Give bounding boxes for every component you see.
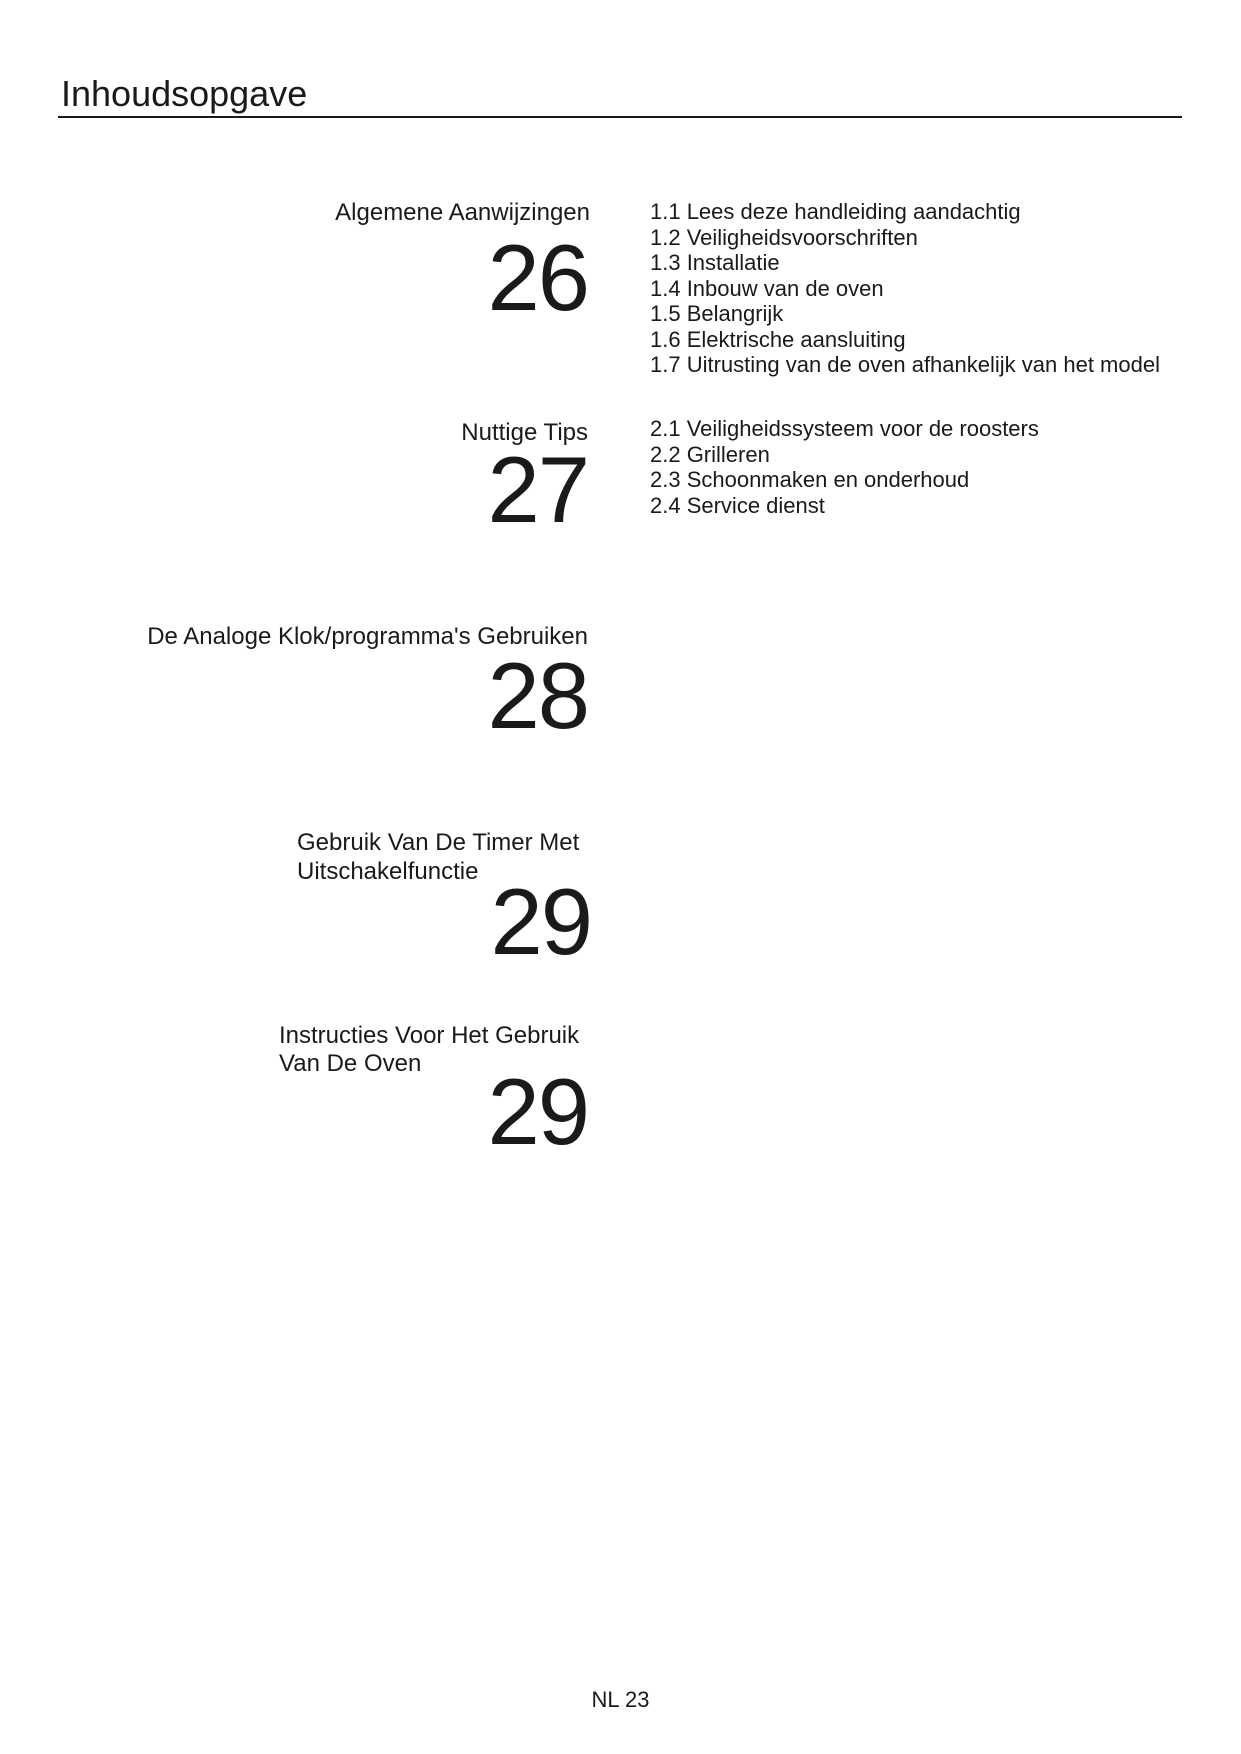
toc-section-title-nuttige-tips[interactable]: Nuttige Tips [461,419,588,446]
toc-section-title-analoge-klok[interactable]: De Analoge Klok/programma's Gebruiken [147,623,588,650]
toc-subsection-item[interactable]: 1.5 Belangrijk [650,301,784,326]
toc-subsection-item[interactable]: 2.1 Veiligheidssysteem voor de roosters [650,416,1039,441]
toc-subsection-item[interactable]: 1.1 Lees deze handleiding aandachtig [650,199,1021,224]
toc-subsection-item[interactable]: 2.4 Service dienst [650,492,825,518]
toc-section-title-algemene-aanwijzingen[interactable]: Algemene Aanwijzingen [335,199,590,226]
toc-subsection-item[interactable]: 1.7 Uitrusting van de oven afhankelijk van het model [650,352,1160,377]
toc-section-title-timer-line-2[interactable]: Uitschakelfunctie [297,858,479,885]
toc-subsection-item[interactable]: 1.4 Inbouw van de oven [650,275,884,301]
toc-section-page-number[interactable]: 29 [487,1059,588,1164]
toc-subsection-item[interactable]: 2.2 Grilleren [650,441,770,467]
toc-section-page-number[interactable]: 29 [490,869,591,974]
toc-section-page-number[interactable]: 27 [487,437,588,542]
toc-subsection-list [650,199,1160,378]
toc-subsection-item[interactable]: 1.6 Elektrische aansluiting [650,326,906,352]
page-title: Inhoudsopgave [61,73,308,114]
toc-section-title-oven-line-2[interactable]: Van De Oven [279,1050,422,1077]
page-number-footer: NL 23 [591,1687,650,1712]
toc-section-title-timer-line-1[interactable]: Gebruik Van De Timer Met [297,829,580,856]
toc-subsection-list [650,416,1039,518]
toc-section-page-number[interactable]: 28 [487,643,588,748]
toc-subsection-item[interactable]: 1.2 Veiligheidsvoorschriften [650,224,918,250]
toc-section-title-oven-line-1[interactable]: Instructies Voor Het Gebruik [279,1022,580,1049]
title-divider [58,116,1182,118]
toc-subsection-item[interactable]: 2.3 Schoonmaken en onderhoud [650,467,970,492]
toc-subsection-item[interactable]: 1.3 Installatie [650,250,780,275]
toc-section-page-number[interactable]: 26 [487,225,588,330]
